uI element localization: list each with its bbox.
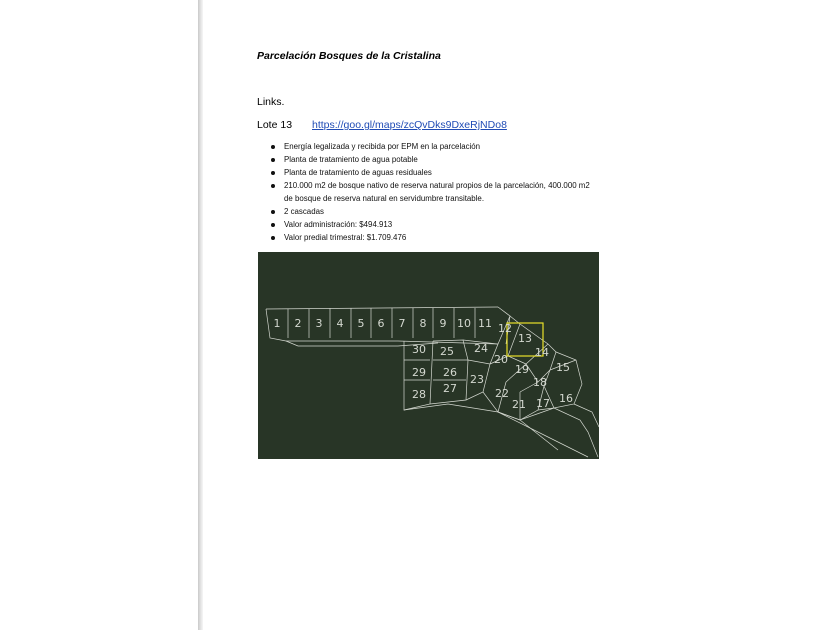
- lot-label: 21: [512, 398, 526, 411]
- lot-label: 27: [443, 382, 457, 395]
- lot-label: 15: [556, 361, 570, 374]
- links-label: Links.: [257, 96, 285, 108]
- lot-label: 13: [518, 332, 532, 345]
- lot-label: 24: [474, 342, 488, 355]
- lote-map-link[interactable]: https://goo.gl/maps/zcQvDks9DxeRjNDo8: [312, 119, 507, 131]
- feature-item: Planta de tratamiento de aguas residuales: [269, 166, 599, 179]
- lot-plan-image: [258, 252, 599, 459]
- lot-label: 2: [294, 317, 302, 330]
- feature-item: 2 cascadas: [269, 205, 599, 218]
- lot-label: 25: [440, 345, 454, 358]
- features-list: [269, 140, 599, 244]
- document-title: Parcelación Bosques de la Cristalina: [257, 50, 441, 62]
- feature-item: Valor predial trimestral: $1.709.476: [269, 231, 599, 244]
- lot-label: 6: [377, 317, 385, 330]
- feature-item: Energía legalizada y recibida por EPM en la parcelación: [269, 140, 599, 153]
- lot-label: 19: [515, 363, 529, 376]
- lot-label: 1: [273, 317, 281, 330]
- lot-label: 29: [412, 366, 426, 379]
- lot-label: 26: [443, 366, 457, 379]
- lot-plan-drawing: [258, 252, 599, 459]
- lot-label: 8: [419, 317, 427, 330]
- feature-item: Valor administración: $494.913: [269, 218, 599, 231]
- lot-label: 23: [470, 373, 484, 386]
- lot-label: 28: [412, 388, 426, 401]
- document-page: [203, 0, 840, 630]
- lot-label: 5: [357, 317, 365, 330]
- lot-label: 9: [439, 317, 447, 330]
- lot-label: 30: [412, 343, 426, 356]
- feature-item: 210.000 m2 de bosque nativo de reserva natural propios de la parcelación, 400.000 m2 de bosque de reserva natural en servidumbre transitable.: [269, 179, 599, 205]
- lote-label: Lote 13: [257, 119, 293, 131]
- lot-label: 7: [398, 317, 406, 330]
- lot-label: 14: [535, 346, 549, 359]
- window-gutter: [0, 0, 198, 630]
- lot-label: 11: [478, 317, 492, 330]
- lot-label: 17: [536, 397, 550, 410]
- lot-label: 16: [559, 392, 573, 405]
- lot-label: 3: [315, 317, 323, 330]
- lot-label: 20: [494, 353, 508, 366]
- lot-label: 10: [457, 317, 471, 330]
- lot-label: 12: [498, 322, 512, 335]
- lot-label: 4: [336, 317, 344, 330]
- feature-item: Planta de tratamiento de agua potable: [269, 153, 599, 166]
- lot-label: 18: [533, 376, 547, 389]
- lot-label: 22: [495, 387, 509, 400]
